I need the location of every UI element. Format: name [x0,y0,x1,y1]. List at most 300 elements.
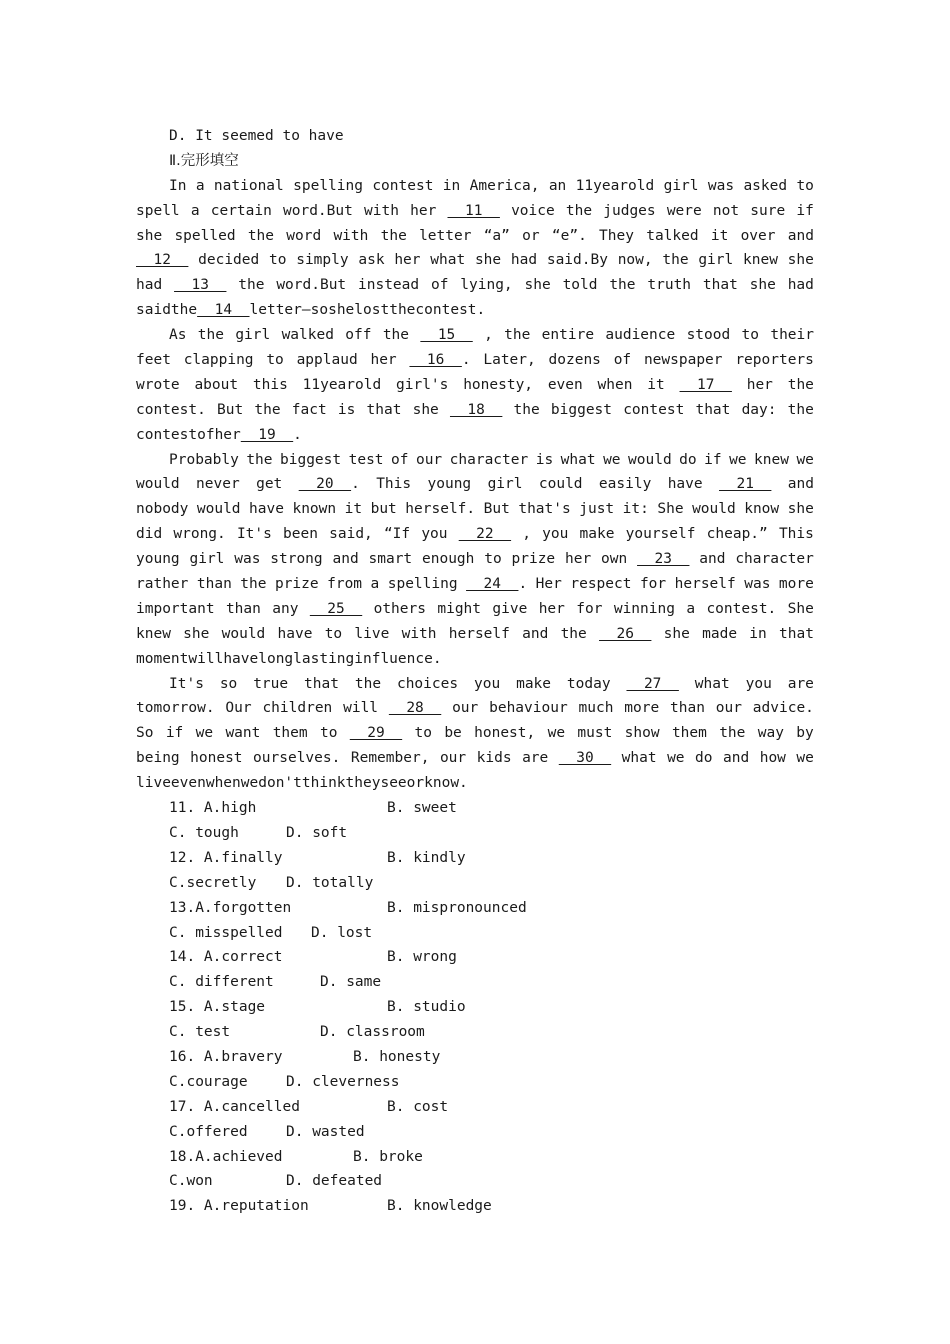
option-right[interactable]: B. kindly [387,849,466,866]
word: much [578,700,614,717]
option-left[interactable]: C.courage [169,1073,248,1090]
punctuation: . [461,352,471,369]
word: them [671,725,707,742]
word: important [136,600,215,617]
word: a [195,177,205,194]
passage-line [136,224,814,249]
word: don't [258,775,302,792]
option-right[interactable]: B. mispronounced [387,899,527,916]
option-row [136,871,814,896]
word: even [547,376,583,393]
word: moment [136,650,189,667]
blank-20[interactable]: 20 [298,476,352,493]
word: if [796,202,814,219]
option-left[interactable]: C. misspelled [169,924,283,941]
word: see [380,775,407,792]
passage-line [136,448,814,473]
passage-line [136,622,814,647]
blank-17[interactable]: 17 [679,376,732,393]
word: her [394,252,421,269]
option-row [136,1095,814,1120]
word: the [662,252,689,269]
word: lying, [460,277,513,294]
word: the [247,227,275,244]
word: wrong. [173,526,226,543]
word: the [380,227,407,244]
option-left[interactable]: 17. A.cancelled [169,1098,300,1115]
word: to [319,725,338,742]
word: a [190,202,200,219]
blank-28[interactable]: 28 [388,700,442,717]
passage-line [136,696,814,721]
word: how [759,750,786,767]
word: you [745,675,772,692]
word: were [666,202,702,219]
word: “If [383,526,411,543]
option-left[interactable]: 11. A.high [169,800,257,817]
blank-24[interactable]: 24 [466,576,519,593]
word: girl [698,252,734,269]
word: than [225,600,261,617]
blank-11[interactable]: 11 [447,202,500,219]
word: the [513,401,540,418]
word: wrote [136,376,180,393]
word: if [165,725,184,742]
word: the [254,401,281,418]
word: to [741,327,760,344]
option-left[interactable]: 15. A.stage [169,999,266,1016]
word: we [195,725,214,742]
word: the [504,327,531,344]
word: her [746,376,773,393]
word: know. [424,775,468,792]
option-right[interactable]: D. same [320,974,382,991]
option-left[interactable]: 18.A.achieved [169,1148,283,1165]
option-right[interactable]: B. studio [387,999,466,1016]
option-right[interactable]: D. cleverness [286,1073,400,1090]
word: to [414,725,432,742]
word: be [444,725,462,742]
word: was [744,576,771,593]
section-title: Ⅱ.完形填空 [169,152,239,169]
word: is [337,401,356,418]
word: it [710,227,729,244]
word: want [225,725,261,742]
word: the [240,576,267,593]
word: more [624,700,660,717]
passage-line [136,497,814,522]
option-row [136,1120,814,1145]
word: young [136,551,180,568]
word: This [778,526,814,543]
blank-25[interactable]: 25 [309,600,363,617]
word: So [136,725,154,742]
word: “a” [483,227,510,244]
word: or [406,775,425,792]
word: over [740,227,776,244]
passage-line [136,597,814,622]
word: America, [469,177,540,194]
word: audience [605,327,676,344]
option-left[interactable]: C. different [169,974,274,991]
word: you [542,526,569,543]
word: the [389,302,416,319]
word: influence. [354,650,442,667]
word: said.By [546,252,608,269]
word: she [328,302,355,319]
word: girl [189,551,225,568]
word: In [169,177,187,194]
passage-line [136,248,814,273]
passage-line [136,547,814,572]
word: her [565,551,592,568]
word: than [196,576,232,593]
word: would [221,625,266,642]
word: clapping [183,352,254,369]
word: contest [136,426,198,443]
option-row [136,821,814,846]
blank-13[interactable]: 13 [174,277,227,294]
word: when [205,775,241,792]
word: biggest [550,401,613,418]
word: letter [419,227,472,244]
word: told [562,277,598,294]
word: this [252,376,288,393]
option-right[interactable]: B. honesty [353,1048,441,1065]
word: voice [511,202,555,219]
blank-21[interactable]: 21 [719,476,772,493]
word: an [548,177,567,194]
option-left[interactable]: 14. A.correct [169,949,283,966]
word: we [603,451,621,468]
option-left[interactable]: 16. A.bravery [169,1048,283,1065]
word: could [538,476,583,493]
word: choices [396,675,459,692]
word: said, [329,526,373,543]
word: they [345,775,381,792]
word: are [787,675,814,692]
word: But [217,401,244,418]
word: and [723,750,750,767]
blank-with-punct [680,373,732,398]
blank-with-punct [136,248,188,273]
word: and [332,551,359,568]
word: said [136,302,171,319]
word: to [266,352,284,369]
option-left[interactable]: C. tough [169,824,239,841]
option-left[interactable]: C.won [169,1173,213,1190]
blank-with-punct [459,522,511,547]
word: never [196,476,240,493]
word: Our [225,700,252,717]
punctuation: . [351,476,360,493]
option-left[interactable]: C.offered [169,1123,248,1140]
word: must [577,725,613,742]
word: word.But [283,202,353,219]
word: true [253,675,289,692]
word: 11yearold [575,177,655,194]
option-row [136,995,814,1020]
word: with [364,202,399,219]
word: we [796,750,814,767]
word: make [579,526,615,543]
word: would [692,501,736,518]
word: the [238,277,265,294]
word: what [621,750,657,767]
blank-with-punct [637,547,689,572]
word: of [430,277,449,294]
word: Later, [483,352,536,369]
word: As [169,327,187,344]
word: she [749,277,776,294]
word: to [324,625,343,642]
word: herself. [405,501,476,518]
word: decided [198,252,260,269]
word: or [522,227,540,244]
word: she [787,252,814,269]
option-row [136,970,814,995]
punctuation: . [293,426,302,443]
word: know [744,501,780,518]
blank-27[interactable]: 27 [626,675,679,692]
word: even [170,775,206,792]
document-page [136,124,814,1219]
word: we [240,775,259,792]
word: asked [743,177,788,194]
passage-line [136,746,814,771]
word: she [474,252,502,269]
word: word.But [276,277,347,294]
option-left[interactable]: 12. A.finally [169,849,283,866]
word: Her [535,576,562,593]
word: now, [617,252,653,269]
word: might [437,600,482,617]
word: and [522,625,549,642]
option-left[interactable]: 19. A.reputation [169,1198,309,1215]
option-right[interactable]: B. wrong [387,949,457,966]
word: to [796,177,814,194]
passage-line [136,273,814,298]
option-right[interactable]: D. classroom [320,1024,425,1041]
word: we [667,750,685,767]
word: their [770,327,814,344]
word: biggest [280,451,342,468]
passage-line [136,373,814,398]
word: simply [296,252,349,269]
blank-19[interactable]: 19 [240,426,294,443]
passage-line [136,423,814,448]
word: would [628,451,672,468]
word: spelling [293,177,363,194]
option-right[interactable]: B. cost [387,1098,449,1115]
word: it [647,376,665,393]
word: that's [518,501,571,518]
word: think [301,775,346,792]
blank-29[interactable]: 29 [349,725,403,742]
word: our [715,700,742,717]
passage-line [136,398,814,423]
word: knew [754,451,789,468]
word: honest [190,750,243,767]
word: the [565,202,593,219]
option-left[interactable]: C.secretly [169,874,257,891]
option-right[interactable]: D. totally [286,874,374,891]
word: just [579,501,615,518]
word: with [333,227,369,244]
word: to [484,551,502,568]
word: do [679,451,697,468]
word: smart [368,551,413,568]
word: any [272,600,299,617]
word: but [370,501,397,518]
word: she [787,501,814,518]
option-right[interactable]: D. soft [286,824,348,841]
word: contest. [136,401,206,418]
word: reporters [735,352,814,369]
blank-26[interactable]: 26 [599,625,652,642]
word: you [421,526,448,543]
answer-options [136,796,814,1219]
passage-line [136,672,814,697]
word: live [354,625,390,642]
word: do [695,750,713,767]
word: by [796,725,814,742]
passage-line [136,647,814,672]
word: knew [136,625,171,642]
word: have [667,476,703,493]
word: day: [741,401,777,418]
word: walked [281,327,334,344]
word: from [327,576,363,593]
passage-line [136,348,814,373]
blank-14[interactable]: 14 [197,302,250,319]
word: in [442,177,461,194]
word: of [391,451,409,468]
blank-with-punct [420,323,472,348]
word: the [609,277,636,294]
word: ourselves. [253,750,341,767]
word: in [749,625,767,642]
blank-16[interactable]: 16 [409,352,462,369]
word: prize [274,576,319,593]
word: judges [603,202,656,219]
blank-12[interactable]: 12 [136,252,189,269]
word: her [538,600,565,617]
word: Probably [169,451,239,468]
blank-23[interactable]: 23 [637,551,690,568]
word: get [256,476,283,493]
word: what [694,675,730,692]
word: we [547,725,566,742]
word: spelled [174,227,236,244]
word: They [599,227,634,244]
previous-option: D. It seemed to have [169,128,344,144]
blank-15[interactable]: 15 [420,327,473,344]
option-right[interactable]: D. lost [311,924,373,941]
word: had [787,277,814,294]
option-row [136,796,814,821]
option-left[interactable]: C. test [169,1024,231,1041]
blank-30[interactable]: 30 [558,750,612,767]
option-right[interactable]: D. wasted [286,1123,365,1140]
blank-with-punct [350,721,402,746]
word: spelling [387,576,458,593]
passage-line [136,174,814,199]
word: the [197,327,224,344]
word: our [415,451,443,468]
word: off [345,327,372,344]
word: enough [422,551,475,568]
word: knew [743,252,778,269]
word: for [576,600,603,617]
word: She [657,501,684,518]
cloze-passage [136,174,814,796]
word: honesty, [463,376,534,393]
blank-with-punct [197,298,249,323]
word: dozens [548,352,601,369]
word: that [304,675,339,692]
word: spell [136,202,180,219]
option-row [136,1169,814,1194]
word: that [779,625,814,642]
word: contest. [415,302,486,319]
word: the [560,625,587,642]
word: herself [448,625,510,642]
word: nobody [136,501,189,518]
word: today [566,675,611,692]
word: girl's [396,376,449,393]
word: it [344,501,363,518]
blank-with-punct [299,472,360,497]
word: talked [646,227,699,244]
word: did [136,526,163,543]
word: to [269,252,287,269]
word: been [283,526,318,543]
option-right[interactable]: D. defeated [286,1173,383,1190]
word: But [483,501,510,518]
word: and [699,551,726,568]
word: easily [598,476,652,493]
word: than [670,700,705,717]
option-left[interactable]: 13.A.forgotten [169,899,292,916]
word: , [522,526,531,543]
word: she [412,401,439,418]
word: she [663,625,690,642]
word: the [787,376,814,393]
option-right[interactable]: B. broke [353,1148,423,1165]
blank-22[interactable]: 22 [458,526,512,543]
word: had [136,277,163,294]
word: known [292,501,337,518]
word: it: [622,501,649,518]
word: others [373,600,426,617]
option-right[interactable]: B. knowledge [387,1198,492,1215]
word: , [484,327,493,344]
word: our [439,750,467,767]
option-right[interactable]: B. sweet [387,800,457,817]
option-row [136,1145,814,1170]
word: what [430,252,466,269]
word: stood [686,327,731,344]
word: with [401,625,437,642]
word: would [136,476,180,493]
word: word [286,227,322,244]
passage-line [136,472,814,497]
word: This [376,476,412,493]
blank-with-punct [450,398,502,423]
blank-18[interactable]: 18 [449,401,503,418]
blank-with-punct [241,423,302,448]
